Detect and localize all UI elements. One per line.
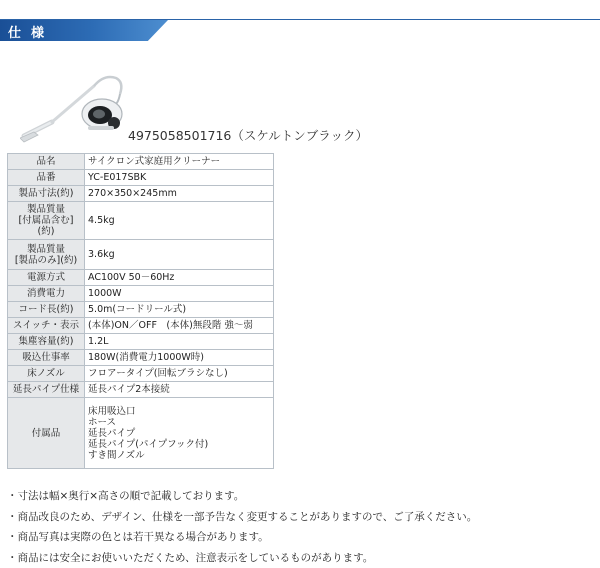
spec-value: 延長パイプ2本接続	[85, 382, 274, 398]
spec-value: 270×350×245mm	[85, 186, 274, 202]
table-row	[8, 154, 274, 170]
spec-label: 品名	[8, 154, 85, 170]
note-item: ・ 寸法は幅×奥行×高さの順で記載しております。	[7, 486, 477, 507]
spec-label: 消費電力	[8, 286, 85, 302]
notes-list	[7, 486, 477, 568]
spec-label: 集塵容量(約)	[8, 334, 85, 350]
accessory-item: 延長パイプ(パイプフック付)	[88, 439, 270, 450]
vacuum-cleaner-image	[20, 68, 132, 146]
table-row	[8, 382, 274, 398]
table-row	[8, 270, 274, 286]
spec-value: 4.5kg	[85, 202, 274, 240]
spec-value: 1000W	[85, 286, 274, 302]
section-header	[0, 19, 600, 40]
spec-value: (本体)ON／OFF (本体)無段階 強～弱	[85, 318, 274, 334]
spec-value: AC100V 50－60Hz	[85, 270, 274, 286]
spec-label-line: [付属品含む](約)	[19, 215, 74, 237]
table-row	[8, 318, 274, 334]
spec-value: 5.0m(コードリール式)	[85, 302, 274, 318]
spec-label	[8, 240, 85, 270]
accessory-item: 延長パイプ	[88, 428, 270, 439]
accessory-item: 床用吸込口	[88, 406, 270, 417]
table-row	[8, 170, 274, 186]
table-row	[8, 186, 274, 202]
note-item: ・ 商品には安全にお使いいただくため、注意表示をしているものがあります。	[7, 548, 477, 568]
spec-label: スイッチ・表示	[8, 318, 85, 334]
spec-label: 延長パイプ仕様	[8, 382, 85, 398]
spec-table	[7, 153, 274, 469]
spec-label: 製品寸法(約)	[8, 186, 85, 202]
spec-label: 電源方式	[8, 270, 85, 286]
accessory-item: すき間ノズル	[88, 450, 270, 461]
spec-label: 品番	[8, 170, 85, 186]
section-title: 仕様	[8, 22, 54, 41]
spec-value-list	[85, 398, 274, 469]
table-row	[8, 350, 274, 366]
table-row	[8, 240, 274, 270]
spec-label: コード長(約)	[8, 302, 85, 318]
spec-value: フロアータイプ(回転ブラシなし)	[85, 366, 274, 382]
spec-label-line: 製品質量	[27, 244, 65, 255]
spec-value: 180W(消費電力1000W時)	[85, 350, 274, 366]
table-row	[8, 302, 274, 318]
spec-value: 3.6kg	[85, 240, 274, 270]
spec-value: サイクロン式家庭用クリーナー	[85, 154, 274, 170]
table-row	[8, 366, 274, 382]
product-caption: 4975058501716（スケルトンブラック）	[128, 126, 368, 144]
spec-label: 付属品	[8, 398, 85, 469]
accessory-item: ホース	[88, 417, 270, 428]
spec-label: 吸込仕事率	[8, 350, 85, 366]
table-row	[8, 398, 274, 469]
spec-label-line: 製品質量	[27, 204, 65, 215]
spec-value: YC-E017SBK	[85, 170, 274, 186]
table-row	[8, 202, 274, 240]
spec-value: 1.2L	[85, 334, 274, 350]
spec-label-line: [製品のみ](約)	[15, 255, 77, 266]
note-item: ・ 商品写真は実際の色とは若干異なる場合があります。	[7, 527, 477, 548]
spec-label	[8, 202, 85, 240]
table-row	[8, 334, 274, 350]
spec-label: 床ノズル	[8, 366, 85, 382]
table-row	[8, 286, 274, 302]
note-item: ・ 商品改良のため、デザイン、仕様を一部予告なく変更することがありますので、ご了承ください。	[7, 507, 477, 528]
